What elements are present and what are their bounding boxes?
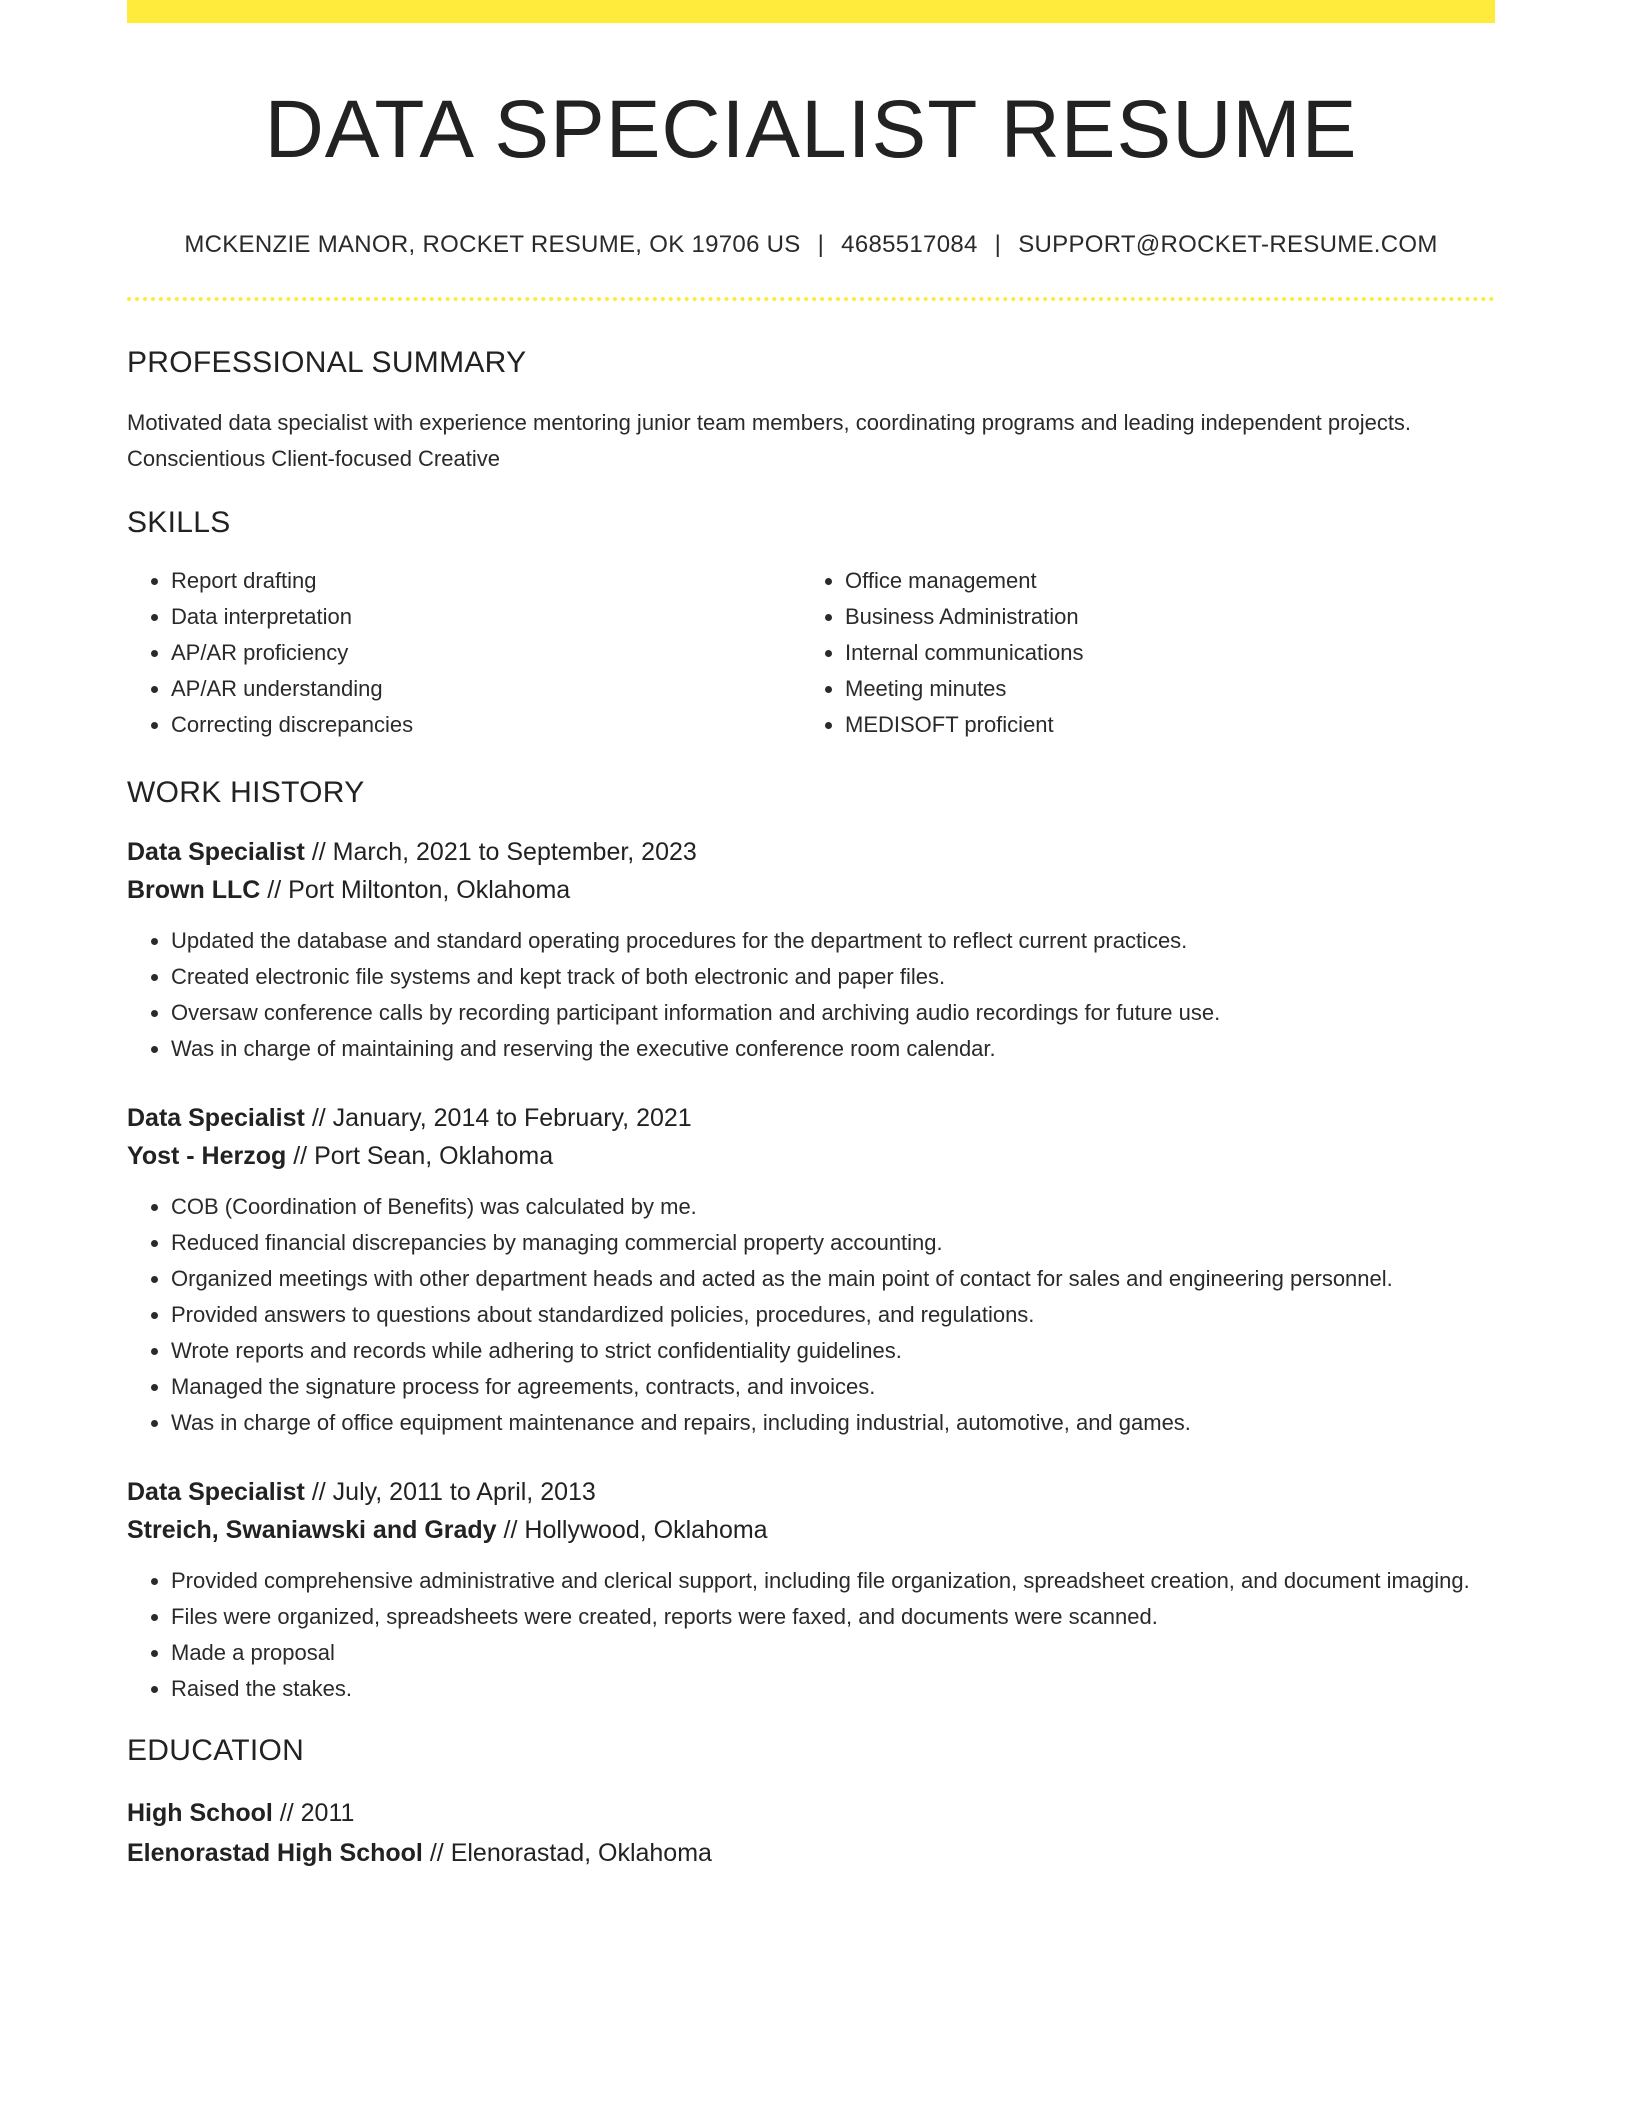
skills-column-right <box>801 563 1495 743</box>
duty-item: • Made a proposal <box>171 1635 1495 1671</box>
duty-item: • Updated the database and standard operating procedures for the department to reflect current practices. <box>171 923 1495 959</box>
education-year: 2011 <box>300 1799 355 1827</box>
field-separator: // <box>311 1478 326 1506</box>
job-company-line <box>127 871 1495 909</box>
skill-item: • AP/AR proficiency <box>171 635 801 671</box>
duty-item: • Provided comprehensive administrative and clerical support, including file organization, spreadsheet creation, and document imaging. <box>171 1563 1495 1599</box>
job-company: Brown LLC <box>127 876 261 904</box>
field-separator: // <box>503 1516 518 1544</box>
contact-separator: | <box>817 231 825 258</box>
contact-phone: 4685517084 <box>841 231 978 258</box>
field-separator: // <box>311 1104 326 1132</box>
job-location: Port Sean, Oklahoma <box>314 1142 554 1170</box>
job-location: Port Miltonton, Oklahoma <box>288 876 571 904</box>
job-dates: July, 2011 to April, 2013 <box>332 1478 596 1506</box>
contact-line <box>127 230 1495 260</box>
skill-item: • MEDISOFT proficient <box>845 707 1495 743</box>
skill-item: • Report drafting <box>171 563 801 599</box>
education-location: Elenorastad, Oklahoma <box>450 1839 712 1867</box>
education-heading: EDUCATION <box>127 1734 305 1767</box>
job-company: Yost - Herzog <box>127 1142 287 1170</box>
summary-text: Motivated data specialist with experience mentoring junior team members, coordinating programs and leading independent projects. Conscientious Client-focused Creative <box>127 410 1412 471</box>
job-title: Data Specialist <box>127 1478 305 1506</box>
education-degree: High School <box>127 1799 273 1827</box>
duty-item: • Managed the signature process for agreements, contracts, and invoices. <box>171 1369 1495 1405</box>
summary-heading: PROFESSIONAL SUMMARY <box>127 346 527 379</box>
skill-item: • Office management <box>845 563 1495 599</box>
resume-content <box>127 0 1495 1873</box>
dotted-divider <box>127 297 1495 301</box>
job-dates: March, 2021 to September, 2023 <box>332 838 697 866</box>
field-separator: // <box>311 838 326 866</box>
skill-item: • Data interpretation <box>171 599 801 635</box>
skills-column-left <box>127 563 801 743</box>
duty-item: • Organized meetings with other department heads and acted as the main point of contact for sales and engineering personnel. <box>171 1261 1495 1297</box>
job-entry <box>127 1099 1495 1441</box>
job-entry <box>127 833 1495 1067</box>
job-company: Streich, Swaniawski and Grady <box>127 1516 497 1544</box>
skills-list <box>127 563 1495 743</box>
job-dates: January, 2014 to February, 2021 <box>332 1104 692 1132</box>
duty-item: • Oversaw conference calls by recording participant information and archiving audio recordings for future use. <box>171 995 1495 1031</box>
duty-item: • Was in charge of office equipment maintenance and repairs, including industrial, automotive, and games. <box>171 1405 1495 1441</box>
skill-item: • Correcting discrepancies <box>171 707 801 743</box>
field-separator: // <box>293 1142 308 1170</box>
duty-item: • Provided answers to questions about standardized policies, procedures, and regulations. <box>171 1297 1495 1333</box>
resume-title: DATA SPECIALIST RESUME <box>264 84 1358 175</box>
job-entry <box>127 1473 1495 1707</box>
contact-email: SUPPORT@ROCKET-RESUME.COM <box>1018 231 1438 258</box>
duty-item: • Reduced financial discrepancies by managing commercial property accounting. <box>171 1225 1495 1261</box>
skill-item: • Internal communications <box>845 635 1495 671</box>
job-company-line <box>127 1511 1495 1549</box>
duty-item: • Created electronic file systems and kept track of both electronic and paper files. <box>171 959 1495 995</box>
education-degree-line <box>127 1793 1495 1833</box>
job-location: Hollywood, Oklahoma <box>524 1516 768 1544</box>
job-title-line <box>127 1099 1495 1137</box>
field-separator: // <box>267 876 282 904</box>
job-title: Data Specialist <box>127 838 305 866</box>
skill-item: • AP/AR understanding <box>171 671 801 707</box>
skill-item: • Meeting minutes <box>845 671 1495 707</box>
job-duties-list <box>127 923 1495 1067</box>
job-company-line <box>127 1137 1495 1175</box>
job-title-line <box>127 833 1495 871</box>
job-duties-list <box>127 1563 1495 1707</box>
field-separator: // <box>429 1839 444 1867</box>
duty-item: • Raised the stakes. <box>171 1671 1495 1707</box>
duty-item: • Wrote reports and records while adhering to strict confidentiality guidelines. <box>171 1333 1495 1369</box>
work-history-heading: WORK HISTORY <box>127 776 365 809</box>
education-school: Elenorastad High School <box>127 1839 423 1867</box>
education-school-line <box>127 1833 1495 1873</box>
duty-item: • Was in charge of maintaining and reserving the executive conference room calendar. <box>171 1031 1495 1067</box>
job-title-line <box>127 1473 1495 1511</box>
job-duties-list <box>127 1189 1495 1441</box>
duty-item: • Files were organized, spreadsheets were created, reports were faxed, and documents were scanned. <box>171 1599 1495 1635</box>
contact-separator: | <box>994 231 1002 258</box>
skills-heading: SKILLS <box>127 506 231 539</box>
duty-item: • COB (Coordination of Benefits) was calculated by me. <box>171 1189 1495 1225</box>
contact-address: MCKENZIE MANOR, ROCKET RESUME, OK 19706 US <box>184 231 801 258</box>
job-title: Data Specialist <box>127 1104 305 1132</box>
field-separator: // <box>279 1799 294 1827</box>
skill-item: • Business Administration <box>845 599 1495 635</box>
